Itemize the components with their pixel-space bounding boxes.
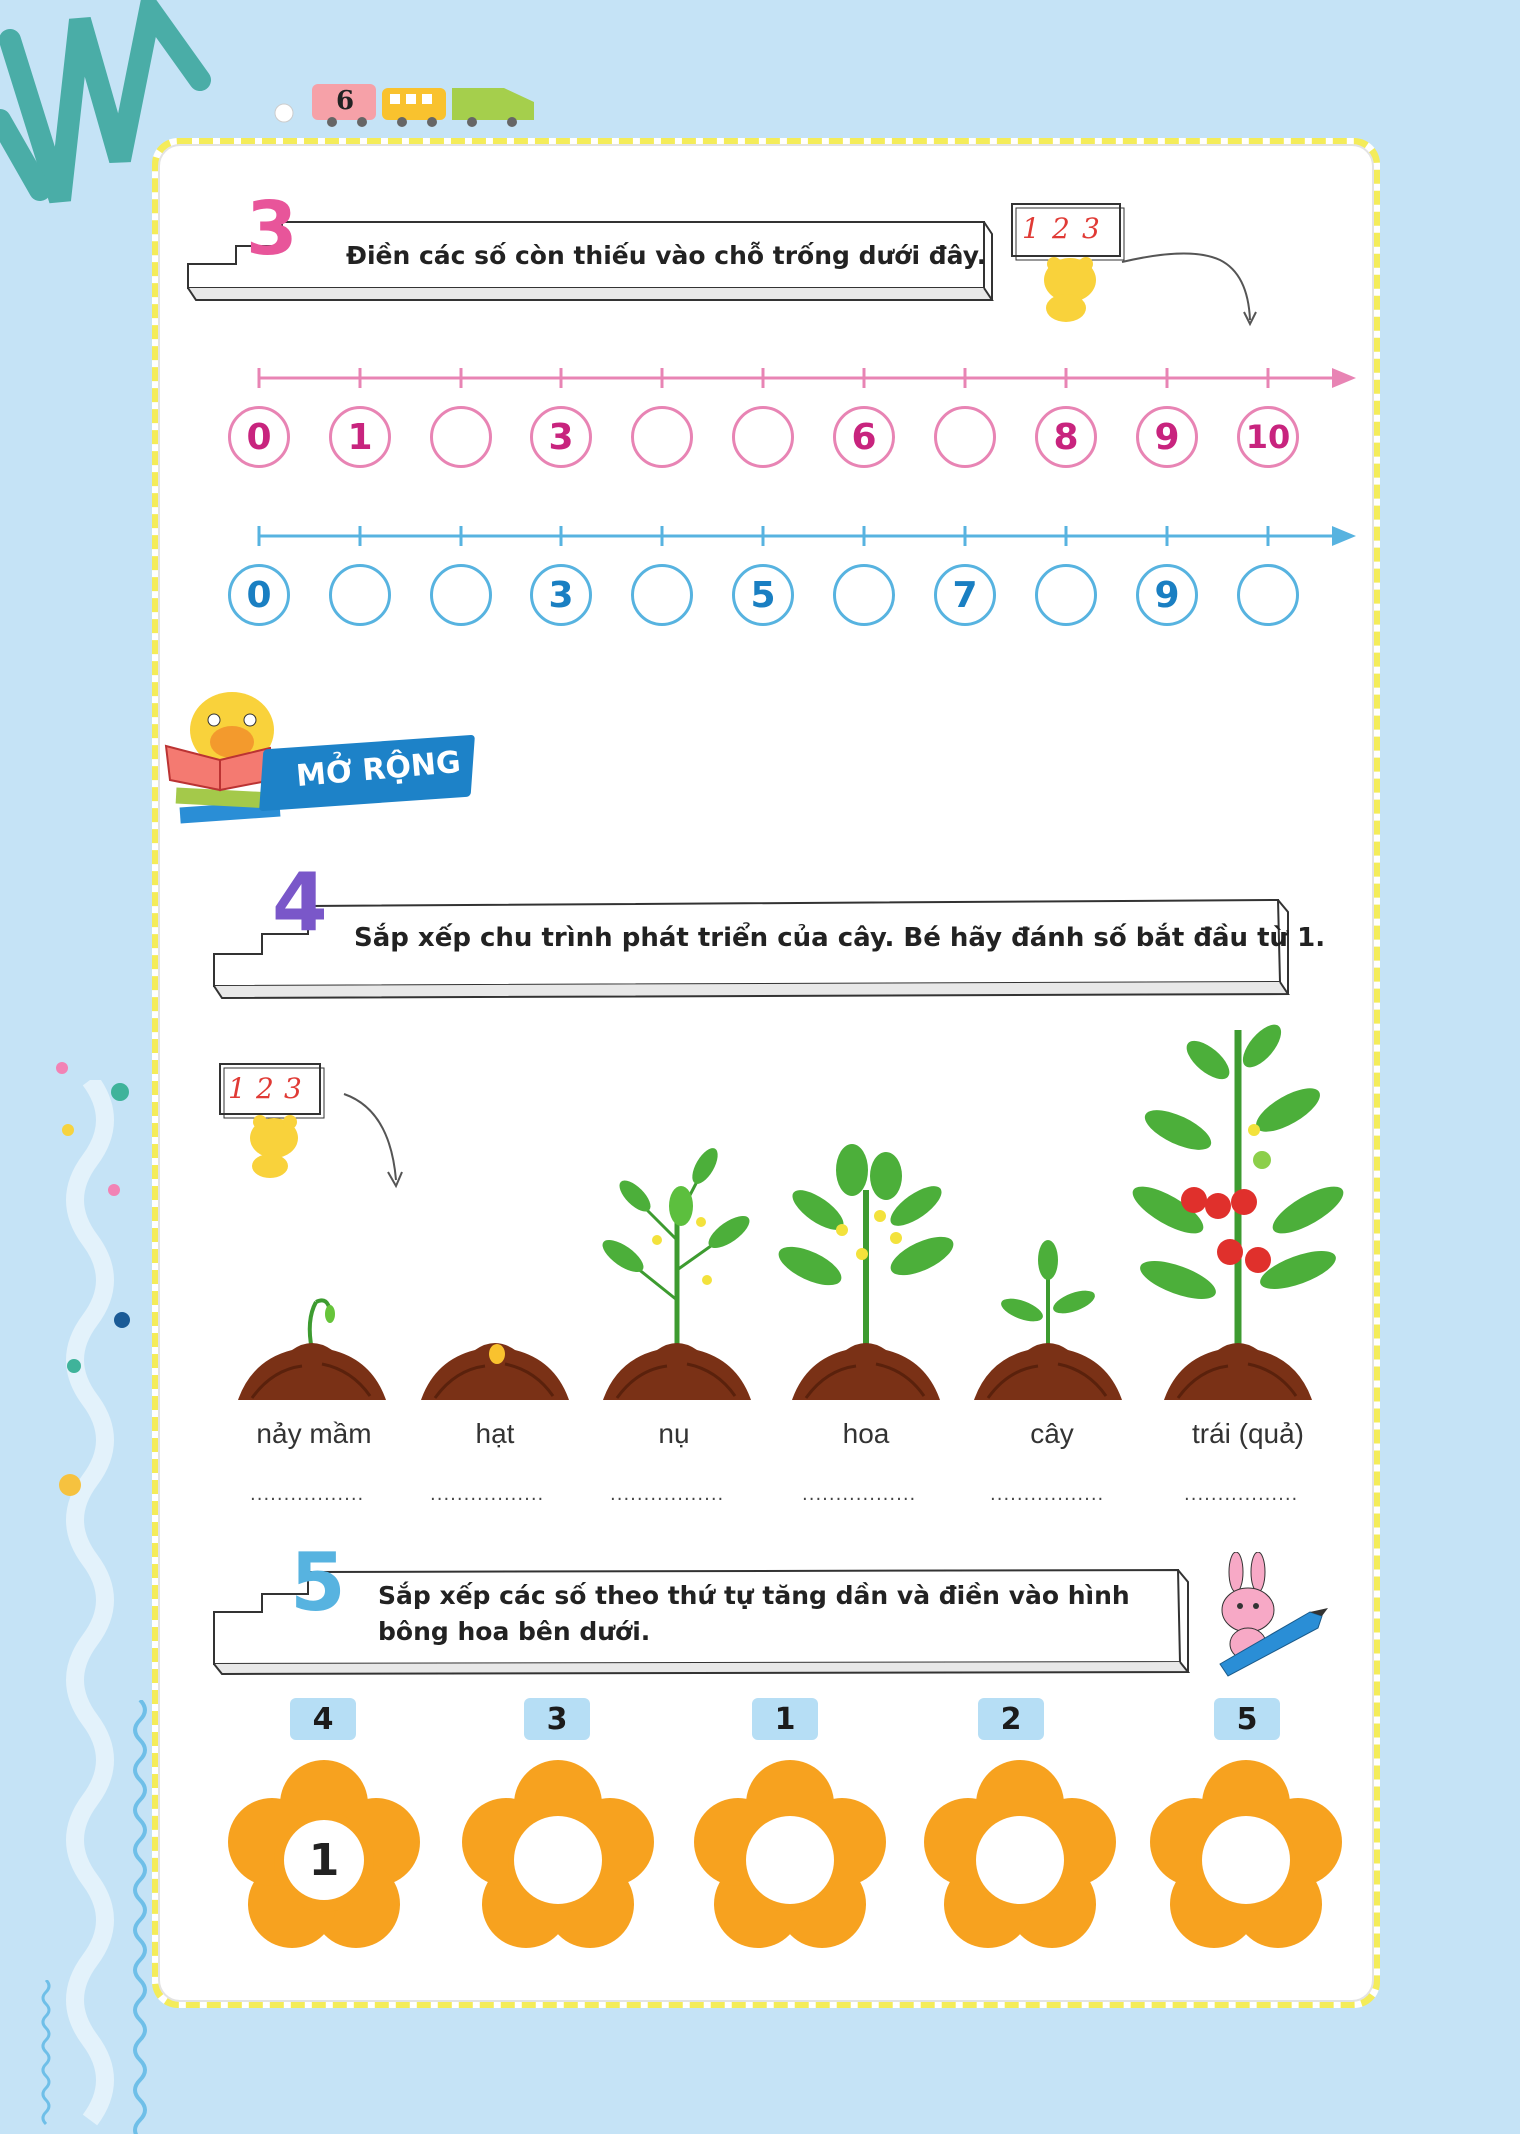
sign-number-2: 2 <box>1052 212 1070 245</box>
page-number-train <box>272 78 542 128</box>
number-circle: 3 <box>530 406 592 468</box>
number-tag: 3 <box>524 1698 590 1740</box>
sprout-plant <box>238 1300 386 1400</box>
number-circle: 6 <box>833 406 895 468</box>
exercise-3-number: 3 <box>246 186 298 272</box>
stage-label: cây <box>1030 1418 1074 1449</box>
blue-number-line <box>250 522 1360 552</box>
sign-number-1: 1 <box>228 1072 246 1105</box>
number-tag: 2 <box>978 1698 1044 1740</box>
stage-label: hoa <box>842 1418 890 1449</box>
decorative-dots <box>50 1060 140 1500</box>
number-circle: 0 <box>228 406 290 468</box>
train-icon <box>272 78 542 128</box>
young-plant <box>974 1240 1122 1400</box>
exercise-5-number: 5 <box>290 1536 346 1629</box>
exercise-3-instruction: Điền các số còn thiếu vào chỗ trống dưới đây. <box>346 241 987 270</box>
number-input-circle[interactable] <box>732 406 794 468</box>
exercise-4-number: 4 <box>272 856 328 949</box>
number-circle: 9 <box>1136 564 1198 626</box>
number-input-circle[interactable] <box>1035 564 1097 626</box>
number-input-circle[interactable] <box>833 564 895 626</box>
pink-number-line <box>250 364 1360 394</box>
flower-number <box>980 1820 1060 1900</box>
number-circle: 0 <box>228 564 290 626</box>
sign-number-3: 3 <box>284 1072 302 1105</box>
extension-label: MỞ RỘNG <box>294 744 463 795</box>
number-tag: 5 <box>1214 1698 1280 1740</box>
exercise-5-instruction-line1: Sắp xếp các số theo thứ tự tăng dần và điền vào hình <box>378 1581 1130 1610</box>
flower-answer-slot[interactable] <box>920 1758 1120 1958</box>
plant-stages-illustration <box>230 1010 1370 1410</box>
stage-label: trái (quả) <box>1191 1418 1305 1449</box>
answer-blank[interactable]: ................. <box>430 1484 545 1505</box>
flower-number <box>750 1820 830 1900</box>
answer-blank[interactable]: ................. <box>1184 1484 1299 1505</box>
number-circle: 5 <box>732 564 794 626</box>
decorative-zigzag-small <box>38 1980 58 2134</box>
stage-label: nảy mầm <box>256 1418 372 1449</box>
number-circle: 1 <box>329 406 391 468</box>
exercise-4-instruction: Sắp xếp chu trình phát triển của cây. Bé hãy đánh số bắt đầu từ 1. <box>354 923 1326 953</box>
number-circle: 3 <box>530 564 592 626</box>
rabbit-pencil-mascot <box>1210 1552 1330 1682</box>
seed-plant <box>421 1343 569 1400</box>
flower-number: 1 <box>308 1834 340 1886</box>
answer-blank[interactable]: ................. <box>802 1484 917 1505</box>
page-number: 6 <box>335 86 355 116</box>
number-tag: 4 <box>290 1698 356 1740</box>
stage-label: nụ <box>658 1418 690 1449</box>
flower-answer-slot[interactable] <box>1146 1758 1346 1958</box>
number-input-circle[interactable] <box>430 564 492 626</box>
flower-number <box>518 1820 598 1900</box>
answer-blank[interactable]: ................. <box>990 1484 1105 1505</box>
cat-sign-mascot <box>1010 202 1130 322</box>
flower-number <box>1206 1820 1286 1900</box>
bud-plant <box>598 1144 755 1400</box>
number-input-circle[interactable] <box>430 406 492 468</box>
number-circle: 7 <box>934 564 996 626</box>
number-circle: 8 <box>1035 406 1097 468</box>
sign-number-1: 1 <box>1022 212 1040 245</box>
number-circle: 9 <box>1136 406 1198 468</box>
exercise-5-instruction-line2: bông hoa bên dưới. <box>378 1617 651 1646</box>
flower-answer-slot[interactable] <box>224 1758 424 1958</box>
number-input-circle[interactable] <box>631 564 693 626</box>
number-tag: 1 <box>752 1698 818 1740</box>
answer-blank[interactable]: ................. <box>610 1484 725 1505</box>
curved-arrow-icon <box>1120 252 1260 328</box>
fruiting-plant <box>1126 1018 1349 1400</box>
number-input-circle[interactable] <box>934 406 996 468</box>
number-input-circle[interactable] <box>631 406 693 468</box>
sign-number-3: 3 <box>1082 212 1100 245</box>
stage-label: hạt <box>475 1418 515 1449</box>
number-circle: 10 <box>1237 406 1299 468</box>
sign-number-2: 2 <box>256 1072 274 1105</box>
answer-blank[interactable]: ................. <box>250 1484 365 1505</box>
flowering-plant <box>773 1144 958 1400</box>
flower-answer-slot[interactable] <box>690 1758 890 1958</box>
flower-answer-slot[interactable] <box>458 1758 658 1958</box>
number-input-circle[interactable] <box>329 564 391 626</box>
number-input-circle[interactable] <box>1237 564 1299 626</box>
